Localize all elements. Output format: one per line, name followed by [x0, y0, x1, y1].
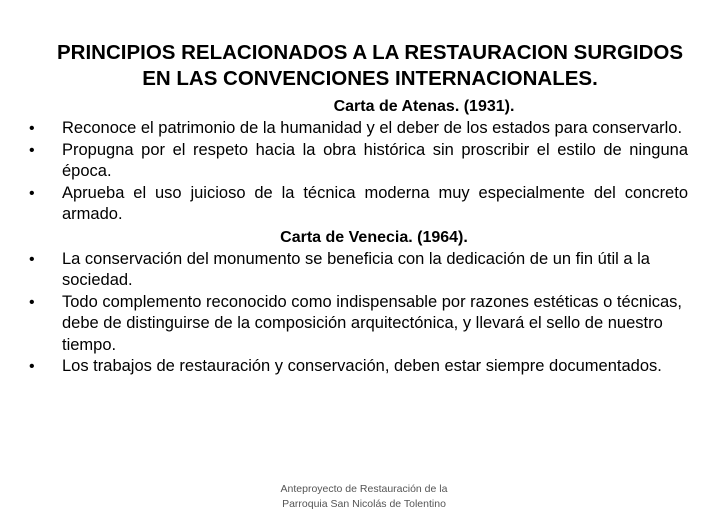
footer-line-2: Parroquia San Nicolás de Tolentino [282, 498, 446, 510]
section-heading-atenas: Carta de Atenas. (1931). [333, 98, 515, 115]
list-item [0, 140, 728, 183]
list-item [0, 118, 728, 140]
slide-footer [264, 482, 464, 512]
bullet-glyph: • [29, 141, 35, 159]
title-line-1: PRINCIPIOS RELACIONADOS A LA RESTAURACION SURGIDOS [56, 41, 684, 64]
bullet-glyph: • [29, 358, 35, 375]
bullet-text: Propugna por el respeto hacia la obra histórica sin proscribir el estilo de ninguna época. [62, 140, 688, 180]
section-heading-venecia: Carta de Venecia. (1964). [280, 228, 468, 246]
bullet-text: La conservación del monumento se beneficia con la dedicación de un fin útil a la sociedad. [62, 249, 650, 289]
bullet-list-venecia [0, 249, 728, 378]
bullet-list-atenas [0, 118, 728, 226]
bullet-text: Reconoce el patrimonio de la humanidad y el deber de los estados para conservarlo. [62, 119, 683, 137]
slide-title [40, 40, 700, 92]
bullet-text: Los trabajos de restauración y conservación, deben estar siempre documentados. [62, 357, 662, 375]
list-item [0, 249, 728, 292]
bullet-glyph: • [29, 250, 35, 268]
bullet-glyph: • [29, 120, 35, 137]
list-item [0, 183, 728, 226]
list-item [0, 292, 728, 357]
bullet-text: Aprueba el uso juicioso de la técnica moderna muy especialmente del concreto armado. [62, 183, 688, 223]
footer-line-1: Anteproyecto de Restauración de la [280, 483, 448, 495]
title-line-2: EN LAS CONVENCIONES INTERNACIONALES. [142, 67, 598, 90]
bullet-glyph: • [29, 184, 35, 202]
bullet-text: Todo complemento reconocido como indispensable por razones estéticas o técnicas, debe de distinguirse de la composición arquitectónica, y llevará el sello de nuestro tiempo. [62, 292, 683, 354]
bullet-glyph: • [29, 293, 35, 311]
list-item [0, 356, 728, 378]
slide-content [0, 95, 728, 378]
